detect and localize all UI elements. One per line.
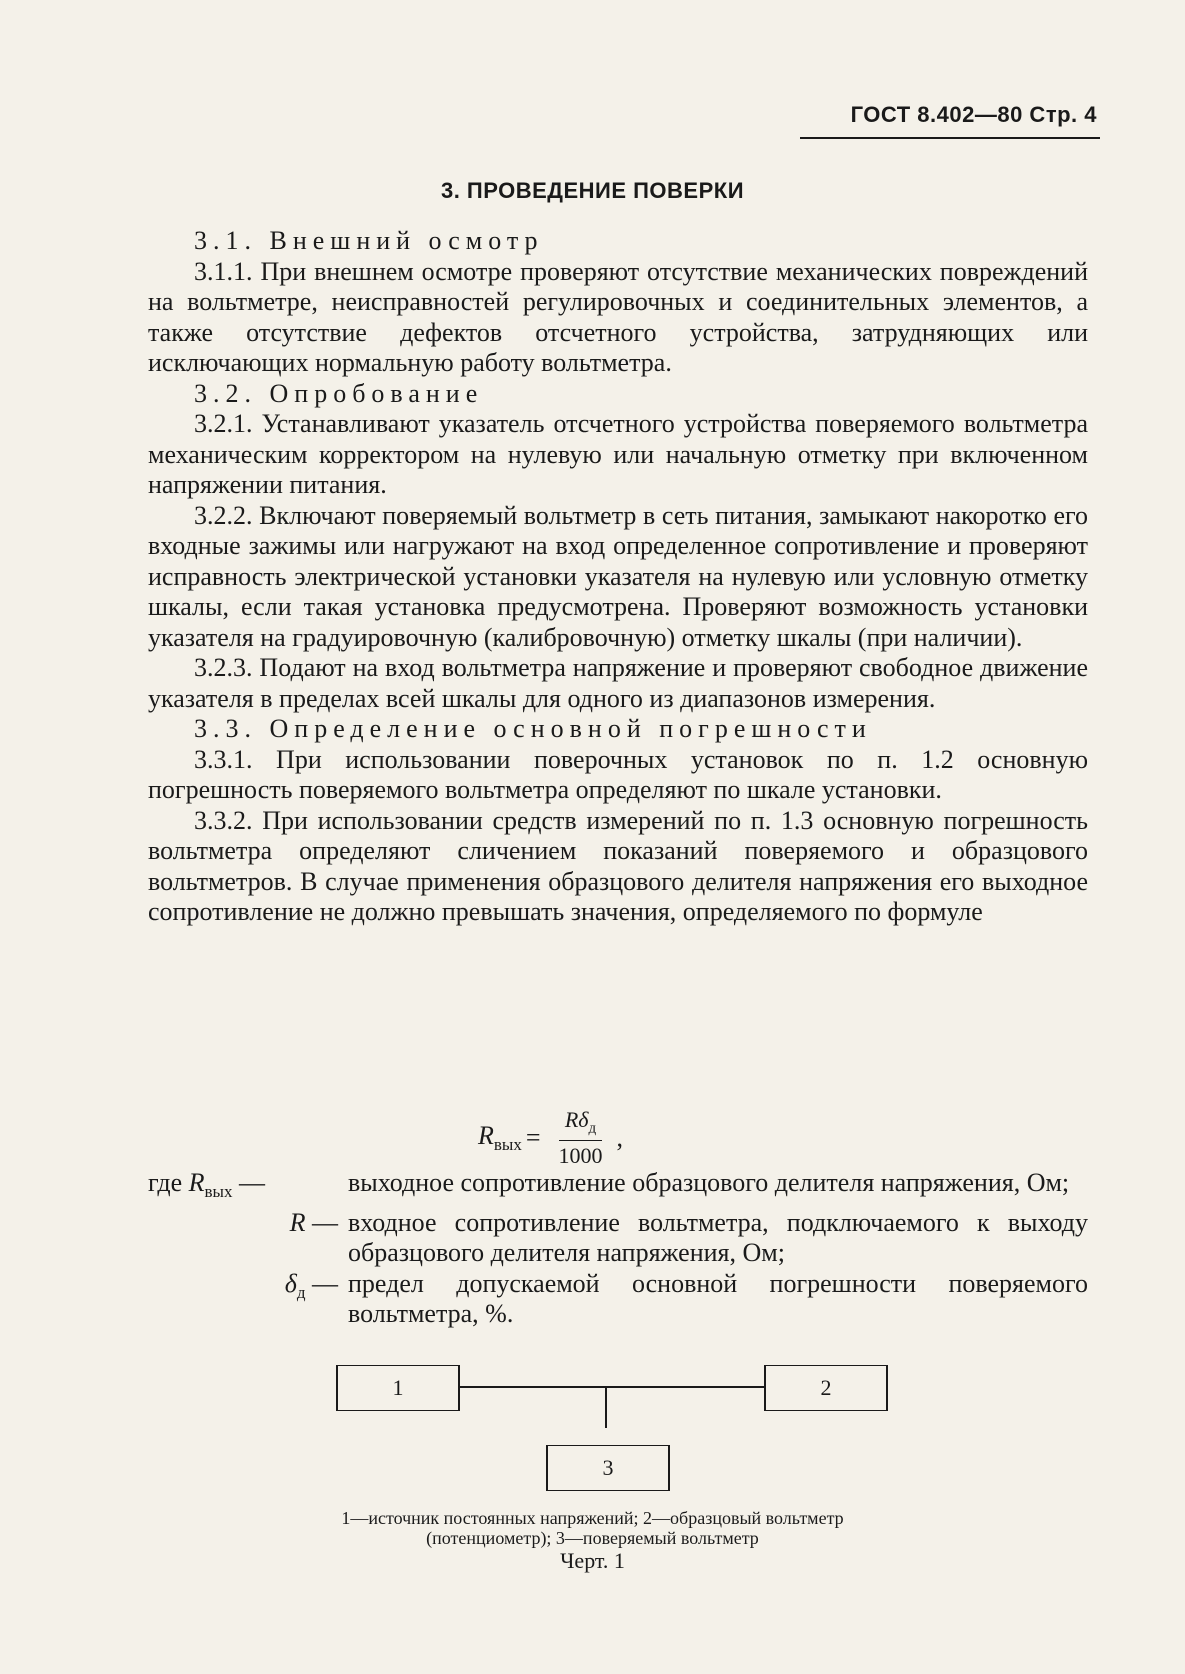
section-title: 3. ПРОВЕДЕНИЕ ПОВЕРКИ xyxy=(440,178,745,203)
figure-caption xyxy=(0,1508,1185,1548)
paragraph-3-2-2: 3.2.2. Включают поверяемый вольтметр в сеть питания, замыкают накоротко его входные зажимы или нагружают на вход определенное сопротивление и проверяют исправность электрической установки указателя на нулевую или условную отметку шкалы, если такая установка предусмотрена. Проверяют возможность установки указателя на градуировочную (калибровочную) отметку шкалы (при наличии). xyxy=(148,500,1088,652)
formula xyxy=(478,1108,623,1168)
definition-symbol: где $R_{вых}$ — xyxy=(148,1168,265,1202)
diagram-box-1: 1 xyxy=(336,1365,460,1411)
paragraph-3-1-1: 3.1.1. При внешнем осмотре проверяют отсутствие механических повреждений на вольтметре, неисправностей регулировочных и соединительных элементов, а также отсутствие дефектов отсчетного устройства, затрудняющих или исключающих нормальную работу вольтметра. xyxy=(148,256,1088,377)
formula-denominator: 1000 xyxy=(558,1142,603,1168)
formula-equals: = xyxy=(525,1123,541,1152)
definition-row xyxy=(148,1269,1088,1330)
body-text xyxy=(148,226,1088,928)
wire-to-3 xyxy=(605,1388,607,1428)
definition-row xyxy=(148,1168,1088,1208)
header-rule xyxy=(800,137,1100,139)
figure-label: Черт. 1 xyxy=(560,1548,625,1573)
formula-lhs: $R_{вых}$ xyxy=(478,1120,522,1155)
formula-numerator: $R\delta_д$ xyxy=(559,1107,602,1140)
formula-fraction xyxy=(553,1107,609,1168)
paragraph-3-2-3: 3.2.3. Подают на вход вольтметра напряжение и проверяют свободное движение указателя в пределах всей шкалы для одного из диапазонов измерения. xyxy=(148,653,1088,713)
caption-line-1: 1—источник постоянных напряжений; 2—образцовый вольтметр xyxy=(341,1508,844,1528)
definition-row xyxy=(148,1208,1088,1269)
page-header: ГОСТ 8.402—80 Стр. 4 xyxy=(850,102,1097,127)
paragraph-3-3-2: 3.3.2. При использовании средств измерений по п. 1.3 основную погрешность вольтметра определяют сличением показаний поверяемого и образцового вольтметров. В случае применения образцового делителя напряжения его выходное сопротивление не должно превышать значения, определяемого по формуле xyxy=(148,805,1088,926)
paragraph-3-2-1: 3.2.1. Устанавливают указатель отсчетного устройства поверяемого вольтметра механическим корректором на нулевую или начальную отметку при включенном напряжении питания. xyxy=(148,409,1088,499)
definition-text: выходное сопротивление образцового делителя напряжения, Ом; xyxy=(348,1168,1070,1197)
diagram-box-3: 3 xyxy=(546,1445,670,1491)
definitions-list xyxy=(148,1168,1088,1330)
diagram-box-2: 2 xyxy=(764,1365,888,1411)
paragraph-3-3-1: 3.3.1. При использовании поверочных установок по п. 1.2 основную погрешность поверяемого вольтметра определяют по шкале установки. xyxy=(148,744,1088,804)
heading-3-2: 3.2. Опробование xyxy=(194,378,484,408)
heading-3-3: 3.3. Определение основной погрешности xyxy=(194,714,872,743)
wire-1-2 xyxy=(458,1386,764,1388)
definition-text: входное сопротивление вольтметра, подключаемого к выходу образцового делителя напряжения, Ом; xyxy=(348,1207,1088,1268)
definition-symbol: $\delta_д$ — xyxy=(284,1268,338,1302)
circuit-diagram xyxy=(320,1355,920,1505)
formula-tail: , xyxy=(616,1123,624,1152)
caption-line-2: (потенциометр); 3—поверяемый вольтметр xyxy=(426,1528,759,1548)
definition-symbol: R — xyxy=(289,1207,338,1237)
heading-3-1: 3.1. Внешний осмотр xyxy=(194,226,544,255)
definition-text: предел допускаемой основной погрешности поверяемого вольтметра, %. xyxy=(348,1268,1088,1329)
